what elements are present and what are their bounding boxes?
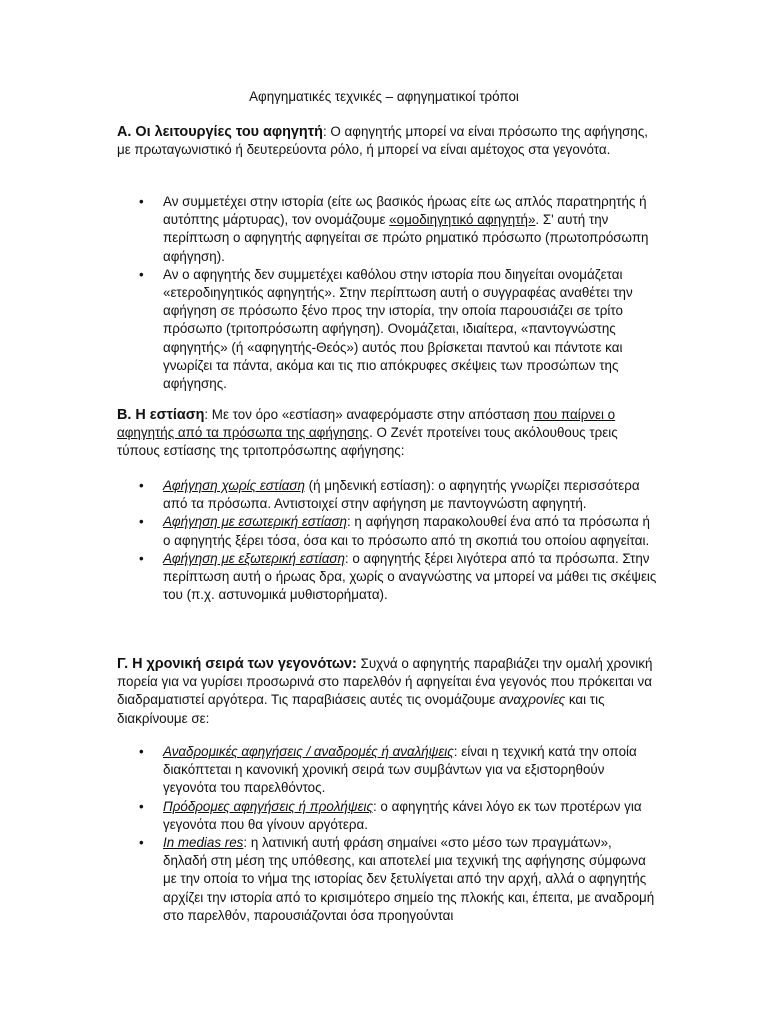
list-item-term: Αφήγηση χωρίς εστίαση <box>163 478 305 493</box>
list-item-term: Αναδρομικές αφηγήσεις / αναδρομές ή αναλήψεις <box>163 744 454 759</box>
section-b-intro-end: . Ο Ζενέτ προτείνει τους ακόλουθους τρεις τύπους εστίασης της τριτοπρόσωπης αφήγησης: <box>117 425 618 459</box>
list-item <box>117 834 657 925</box>
section-b-list <box>117 477 657 604</box>
list-item <box>117 550 657 605</box>
list-item-text: . Σ' αυτή την περίπτωση ο αφηγητής αφηγείται σε πρώτο ρηματικό πρόσωπο (πρωτοπρόσωπη αφήγηση). <box>163 212 649 264</box>
list-item-text: : ο αφηγητής κάνει λόγο εκ των προτέρων για γεγονότα που θα γίνουν αργότερα. <box>163 798 642 832</box>
list-item-text: Αν ο αφηγητής δεν συμμετέχει καθόλου στην ιστορία που διηγείται ονομάζεται «ετεροδιηγητικός αφηγητής». Στην περίπτωση αυτή ο συγγραφέας αναθέτει την αφήγηση σε πρόσωπο ξένο προς την ιστορία, την οποία παρουσιάζει σε τρίτο πρόσωπο (τριτοπρόσωπη αφήγηση). Ονομάζεται, ιδιαίτερα, «παντογνώστης αφηγητής» (ή «αφηγητής-Θεός») αυτός που βρίσκεται παντού και πάντοτε και γνωρίζει τα πάντα, ακόμα και τις πιο απόκρυφες σκέψεις των προσώπων της αφήγησης. <box>163 266 633 392</box>
list-item-text: : ο αφηγητής ξέρει λιγότερα από τα πρόσωπα. Στην περίπτωση αυτή ο ήρωας δρα, χωρίς ο αναγνώστης να μπορεί να μάθει τις σκέψεις του (π.χ. αστυνομικά μυθιστορήματα). <box>163 550 657 603</box>
list-item-term: Πρόδρομες αφηγήσεις ή προλήψεις <box>163 798 373 814</box>
section-a-paragraph <box>117 123 657 159</box>
list-item-text: : η αφήγηση παρακολουθεί ένα από τα πρόσωπα ή ο αφηγητής ξέρει τόσα, όσα και το πρόσωπο από τη σκοπιά του οποίου αφηγείται. <box>163 514 650 548</box>
list-item-term: Αφήγηση με εξωτερική εστίαση <box>163 550 345 566</box>
focalization-distance-link[interactable]: που παίρνει ο αφηγητής από τα πρόσωπα της αφήγησης <box>117 407 616 441</box>
section-b-paragraph <box>117 406 657 461</box>
list-item <box>117 513 657 549</box>
section-c-intro: Συχνά ο αφηγητής παραβιάζει την ομαλή χρονική πορεία για να γυρίσει προσωρινά στο παρελθόν ή αφηγείται ένα γεγονός που πρόκειται να διαδραματιστεί αργότερα. Τις παραβιάσεις αυτές τις ονομάζουμε <box>117 656 653 708</box>
list-item <box>117 193 657 266</box>
list-item <box>117 477 657 513</box>
list-item <box>117 743 657 798</box>
list-item-text: (ή μηδενική εστίαση): ο αφηγητής γνωρίζει περισσότερα από τα πρόσωπα. Αντιστοιχεί στην αφήγηση με παντογνώστη αφηγητή. <box>163 478 640 512</box>
section-a-heading: Α. Οι λειτουργίες του αφηγητή <box>117 124 323 140</box>
list-item-text: : η λατινική αυτή φράση σημαίνει «στο μέσο των πραγμάτων», δηλαδή στη μέση της υπόθεσης, και αποτελεί μια τεχνική της αφήγησης σύμφωνα με την οποία το νήμα της ιστορίας δεν ξετυλίγεται από την αρχή, αλλά ο αφηγητής αρχίζει την ιστορία από το κρισιμότερο σημείο της πλοκής και, έπειτα, με αναδρομή στο παρελθόν, παρουσιάζονται όσα προηγούνται <box>163 835 655 923</box>
list-item-text: Αν συμμετέχει στην ιστορία (είτε ως βασικός ήρωας είτε ως απλός παρατηρητής ή αυτόπτης μάρτυρας), τον ονομάζουμε <box>163 194 647 228</box>
section-c-heading: Γ. Η χρονική σειρά των γεγονότων: <box>117 656 357 672</box>
section-c-paragraph <box>117 655 657 728</box>
section-b-intro: : Με τον όρο «εστίαση» αναφερόμαστε στην απόσταση <box>204 407 534 422</box>
list-item-text: : είναι η τεχνική κατά την οποία διακόπτεται η κανονική χρονική σειρά των συμβάντων για να εξιστορηθούν γεγονότα του παρελθόντος. <box>163 744 637 796</box>
section-c-intro-end: και τις διακρίνουμε σε: <box>117 692 605 726</box>
section-b-heading: Β. Η εστίαση <box>117 407 205 423</box>
section-a-intro: : Ο αφηγητής μπορεί να είναι πρόσωπο της αφήγησης, με πρωταγωνιστικό ή δευτερεύοντα ρόλο, ή μπορεί να είναι αμέτοχος στα γεγονότα. <box>117 124 649 158</box>
list-item-term: Αφήγηση με εσωτερική εστίαση <box>163 514 347 530</box>
section-a-list <box>117 193 657 393</box>
section-c-list <box>117 743 657 925</box>
document-title: Αφηγηματικές τεχνικές – αφηγηματικοί τρόποι <box>249 89 519 104</box>
list-item <box>117 798 657 834</box>
anachronies-term: αναχρονίες <box>499 692 566 708</box>
homodiegetic-term-link[interactable]: «ομοδιηγητικό αφηγητή» <box>389 212 536 228</box>
list-item <box>117 266 657 393</box>
list-item-term: In medias res <box>163 835 244 851</box>
